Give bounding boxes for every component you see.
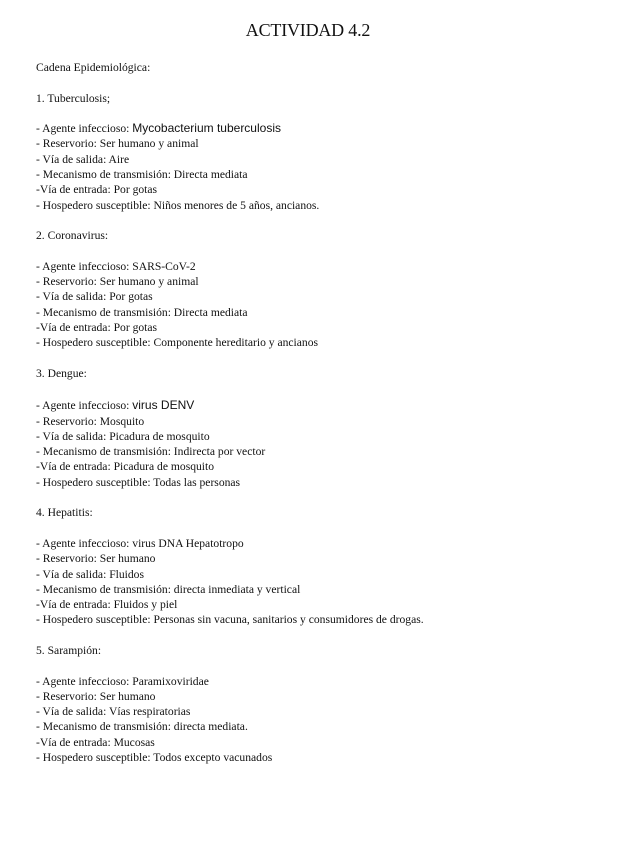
reservoir-line: - Reservorio: Ser humano <box>36 689 156 703</box>
agent-label: - Agente infeccioso: <box>36 399 133 413</box>
exit-route-line: - Vía de salida: Aire <box>36 152 130 166</box>
host-line: - Hospedero susceptible: Niños menores de 5 años, ancianos. <box>36 198 320 212</box>
section-coronavirus <box>36 228 616 350</box>
section-heading: 4. Hepatitis: <box>36 506 93 520</box>
section-tuberculosis <box>36 91 616 213</box>
agent-line <box>36 121 616 136</box>
section-sarampion <box>36 643 616 765</box>
entry-route-line: -Vía de entrada: Por gotas <box>36 321 158 335</box>
exit-route-line: - Vía de salida: Fluidos <box>36 567 144 581</box>
agent-label: - Agente infeccioso: <box>36 122 133 136</box>
transmission-line: - Mecanismo de transmisión: Directa mediata <box>36 168 248 182</box>
section-heading: 1. Tuberculosis; <box>36 91 111 105</box>
agent-value: virus DNA Hepatotropo <box>132 536 244 550</box>
section-heading: 5. Sarampión: <box>36 643 102 657</box>
section-dengue <box>36 366 616 490</box>
section-heading: 2. Coronavirus: <box>36 229 109 243</box>
entry-route-line: -Vía de entrada: Picadura de mosquito <box>36 460 215 474</box>
entry-route-line: -Vía de entrada: Por gotas <box>36 183 158 197</box>
host-line: - Hospedero susceptible: Componente hereditario y ancianos <box>36 336 319 350</box>
document-body <box>36 60 616 765</box>
intro-text: Cadena Epidemiológica: <box>36 61 151 74</box>
agent-value: virus DENV <box>132 398 195 413</box>
host-line: - Hospedero susceptible: Personas sin vacuna, sanitarios y consumidores de drogas. <box>36 613 424 627</box>
agent-line <box>36 674 616 689</box>
exit-route-line: - Vía de salida: Picadura de mosquito <box>36 429 210 443</box>
agent-line <box>36 536 616 551</box>
transmission-line: - Mecanismo de transmisión: directa mediata. <box>36 720 248 734</box>
reservoir-line: - Reservorio: Mosquito <box>36 414 145 428</box>
host-line: - Hospedero susceptible: Todos excepto vacunados <box>36 751 273 765</box>
agent-value: Mycobacterium tuberculosis <box>132 121 281 136</box>
transmission-line: - Mecanismo de transmisión: Indirecta por vector <box>36 445 266 459</box>
transmission-line: - Mecanismo de transmisión: directa inmediata y vertical <box>36 582 301 596</box>
exit-route-line: - Vía de salida: Vías respiratorias <box>36 705 191 719</box>
section-heading: 3. Dengue: <box>36 366 87 380</box>
transmission-line: - Mecanismo de transmisión: Directa mediata <box>36 305 248 319</box>
entry-route-line: -Vía de entrada: Mucosas <box>36 735 155 749</box>
agent-label: - Agente infeccioso: <box>36 674 133 688</box>
reservoir-line: - Reservorio: Ser humano y animal <box>36 137 199 151</box>
agent-value: SARS-CoV-2 <box>132 259 196 273</box>
reservoir-line: - Reservorio: Ser humano <box>36 552 156 566</box>
entry-route-line: -Vía de entrada: Fluidos y piel <box>36 598 178 612</box>
page-title: ACTIVIDAD 4.2 <box>245 20 371 40</box>
agent-label: - Agente infeccioso: <box>36 259 133 273</box>
agent-label: - Agente infeccioso: <box>36 536 133 550</box>
host-line: - Hospedero susceptible: Todas las personas <box>36 475 241 489</box>
section-hepatitis <box>36 505 616 627</box>
agent-line <box>36 398 616 413</box>
reservoir-line: - Reservorio: Ser humano y animal <box>36 275 199 289</box>
agent-value: Paramixoviridae <box>132 674 209 688</box>
exit-route-line: - Vía de salida: Por gotas <box>36 290 153 304</box>
agent-line <box>36 259 616 274</box>
